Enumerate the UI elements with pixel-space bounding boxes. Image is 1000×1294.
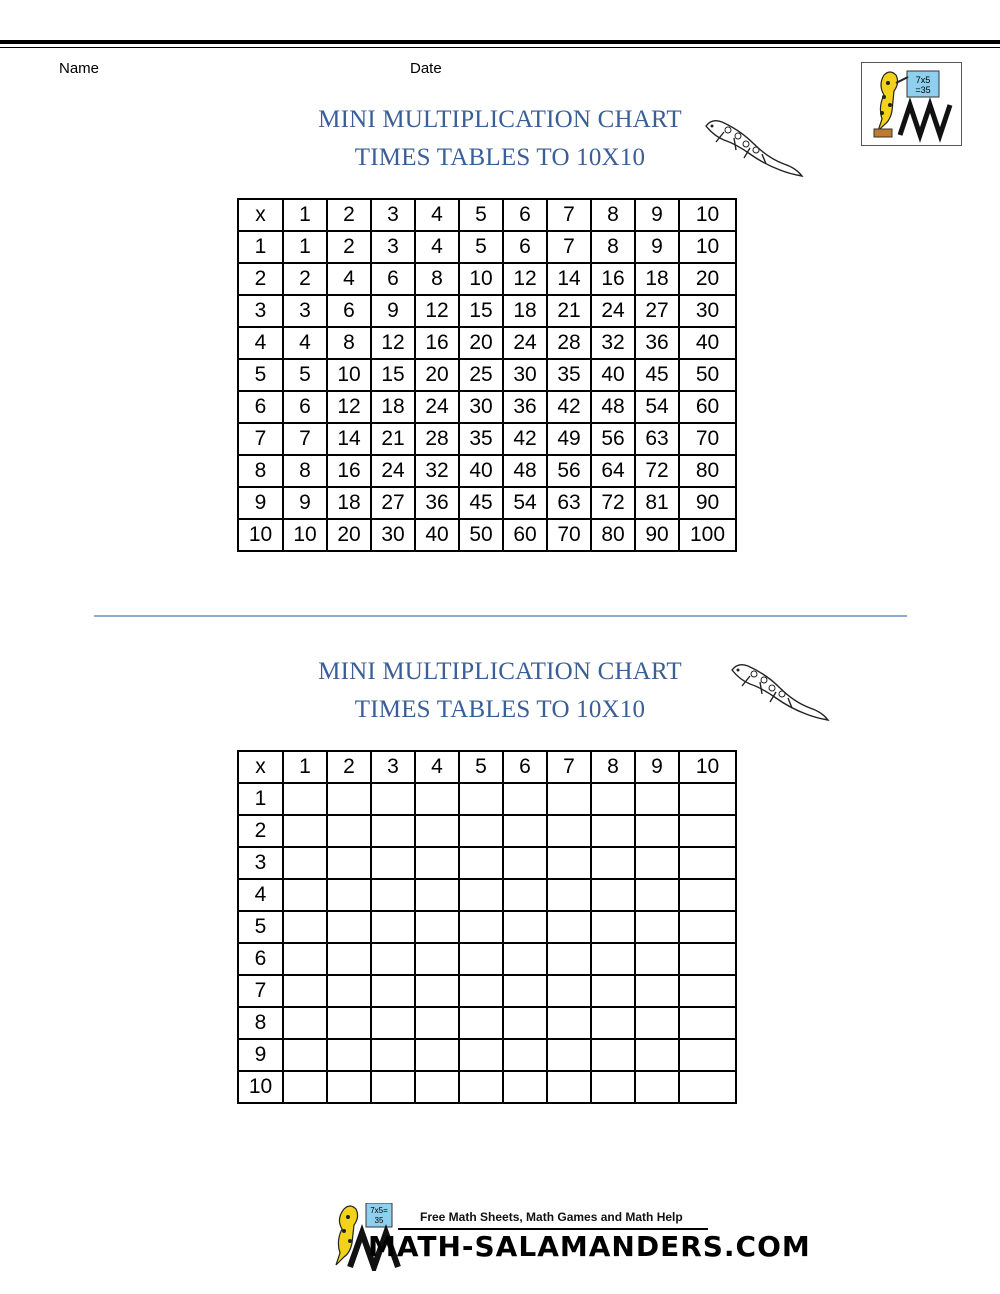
- blank-answer-cell[interactable]: [415, 783, 459, 815]
- blank-answer-cell[interactable]: [371, 815, 415, 847]
- blank-answer-cell[interactable]: [591, 783, 635, 815]
- product-cell: 2: [283, 263, 327, 295]
- blank-answer-cell[interactable]: [503, 815, 547, 847]
- blank-answer-cell[interactable]: [459, 847, 503, 879]
- product-cell: 36: [415, 487, 459, 519]
- salamander-icon: [700, 114, 806, 184]
- product-cell: 6: [503, 231, 547, 263]
- blank-answer-cell[interactable]: [327, 847, 371, 879]
- col-header: 7: [547, 751, 591, 783]
- chart2-title-line2: TIMES TABLES TO 10X10: [354, 696, 646, 723]
- product-cell: 54: [503, 487, 547, 519]
- product-cell: 30: [459, 391, 503, 423]
- blank-answer-cell[interactable]: [283, 815, 327, 847]
- blank-answer-cell[interactable]: [635, 879, 679, 911]
- col-header: 5: [459, 751, 503, 783]
- product-cell: 70: [547, 519, 591, 551]
- table-row: [238, 975, 736, 1007]
- product-cell: 30: [503, 359, 547, 391]
- product-cell: 35: [547, 359, 591, 391]
- product-cell: 5: [283, 359, 327, 391]
- product-cell: 12: [503, 263, 547, 295]
- blank-answer-cell[interactable]: [459, 1007, 503, 1039]
- product-cell: 60: [503, 519, 547, 551]
- product-cell: 90: [635, 519, 679, 551]
- product-cell: 32: [415, 455, 459, 487]
- table-row: [238, 911, 736, 943]
- blank-answer-cell[interactable]: [503, 1071, 547, 1103]
- product-cell: 64: [591, 455, 635, 487]
- blank-answer-cell[interactable]: [591, 879, 635, 911]
- blank-answer-cell[interactable]: [327, 975, 371, 1007]
- row-header: 3: [238, 295, 283, 327]
- blank-answer-cell[interactable]: [591, 975, 635, 1007]
- product-cell: 36: [635, 327, 679, 359]
- product-cell: 72: [635, 455, 679, 487]
- blank-answer-cell[interactable]: [591, 943, 635, 975]
- col-header: 2: [327, 751, 371, 783]
- col-header: 4: [415, 199, 459, 231]
- corner-cell: x: [238, 751, 283, 783]
- blank-answer-cell[interactable]: [371, 911, 415, 943]
- col-header: 9: [635, 199, 679, 231]
- product-cell: 70: [679, 423, 736, 455]
- product-cell: 24: [503, 327, 547, 359]
- blank-answer-cell[interactable]: [283, 975, 327, 1007]
- blank-answer-cell[interactable]: [415, 1007, 459, 1039]
- blank-answer-cell[interactable]: [547, 943, 591, 975]
- blank-answer-cell[interactable]: [635, 783, 679, 815]
- product-cell: 45: [635, 359, 679, 391]
- product-cell: 6: [327, 295, 371, 327]
- blank-answer-cell[interactable]: [415, 943, 459, 975]
- blank-answer-cell[interactable]: [635, 1071, 679, 1103]
- product-cell: 40: [679, 327, 736, 359]
- row-header: 7: [238, 975, 283, 1007]
- product-cell: 30: [679, 295, 736, 327]
- table-row: [238, 263, 736, 295]
- blank-answer-cell[interactable]: [283, 943, 327, 975]
- product-cell: 9: [283, 487, 327, 519]
- product-cell: 27: [371, 487, 415, 519]
- blank-answer-cell[interactable]: [547, 815, 591, 847]
- col-header: 3: [371, 751, 415, 783]
- chart2-table: [237, 750, 737, 1104]
- product-cell: 4: [327, 263, 371, 295]
- product-cell: 42: [547, 391, 591, 423]
- blank-answer-cell[interactable]: [327, 815, 371, 847]
- product-cell: 20: [459, 327, 503, 359]
- blank-answer-cell[interactable]: [635, 1039, 679, 1071]
- blank-answer-cell[interactable]: [547, 1039, 591, 1071]
- row-header: 8: [238, 455, 283, 487]
- blank-answer-cell[interactable]: [679, 943, 736, 975]
- salamander-icon: [726, 658, 832, 728]
- footer-tagline: Free Math Sheets, Math Games and Math Help: [420, 1210, 683, 1224]
- blank-answer-cell[interactable]: [371, 943, 415, 975]
- col-header: 4: [415, 751, 459, 783]
- row-header: 4: [238, 879, 283, 911]
- product-cell: 28: [547, 327, 591, 359]
- blank-answer-cell[interactable]: [415, 975, 459, 1007]
- product-cell: 50: [459, 519, 503, 551]
- product-cell: 8: [591, 231, 635, 263]
- chart1-header-row: [238, 199, 736, 231]
- blank-answer-cell[interactable]: [503, 847, 547, 879]
- blank-answer-cell[interactable]: [327, 911, 371, 943]
- product-cell: 12: [327, 391, 371, 423]
- product-cell: 3: [283, 295, 327, 327]
- product-cell: 25: [459, 359, 503, 391]
- product-cell: 10: [679, 231, 736, 263]
- table-row: [238, 1007, 736, 1039]
- blank-answer-cell[interactable]: [459, 783, 503, 815]
- chart2-title-line1: MINI MULTIPLICATION CHART: [318, 658, 682, 685]
- blank-answer-cell[interactable]: [635, 1007, 679, 1039]
- blank-answer-cell[interactable]: [283, 783, 327, 815]
- product-cell: 24: [371, 455, 415, 487]
- row-header: 6: [238, 943, 283, 975]
- blank-answer-cell[interactable]: [635, 911, 679, 943]
- footer-site-link[interactable]: MATH-SALAMANDERS.COM: [368, 1230, 811, 1263]
- blank-answer-cell[interactable]: [371, 783, 415, 815]
- top-rule-thick: [0, 40, 1000, 44]
- chart1-title-line1: MINI MULTIPLICATION CHART: [318, 106, 682, 133]
- product-cell: 81: [635, 487, 679, 519]
- table-row: [238, 879, 736, 911]
- svg-text:=35: =35: [915, 85, 931, 95]
- blank-answer-cell[interactable]: [283, 911, 327, 943]
- row-header: 10: [238, 519, 283, 551]
- table-row: [238, 783, 736, 815]
- blank-answer-cell[interactable]: [679, 975, 736, 1007]
- chart1-title-line2: TIMES TABLES TO 10X10: [354, 144, 646, 171]
- table-row: [238, 1071, 736, 1103]
- table-row: [238, 327, 736, 359]
- product-cell: 9: [635, 231, 679, 263]
- row-header: 5: [238, 359, 283, 391]
- blank-answer-cell[interactable]: [503, 1039, 547, 1071]
- product-cell: 56: [547, 455, 591, 487]
- product-cell: 20: [327, 519, 371, 551]
- row-header: 3: [238, 847, 283, 879]
- col-header: 8: [591, 751, 635, 783]
- blank-answer-cell[interactable]: [415, 1039, 459, 1071]
- product-cell: 7: [547, 231, 591, 263]
- blank-answer-cell[interactable]: [679, 879, 736, 911]
- blank-answer-cell[interactable]: [503, 1007, 547, 1039]
- product-cell: 15: [371, 359, 415, 391]
- salamander-teacher-logo-icon: [861, 62, 962, 146]
- blank-answer-cell[interactable]: [327, 879, 371, 911]
- row-header: 8: [238, 1007, 283, 1039]
- blank-answer-cell[interactable]: [283, 1007, 327, 1039]
- col-header: 6: [503, 751, 547, 783]
- blank-answer-cell[interactable]: [679, 847, 736, 879]
- table-row: [238, 359, 736, 391]
- product-cell: 40: [459, 455, 503, 487]
- blank-answer-cell[interactable]: [459, 879, 503, 911]
- product-cell: 10: [459, 263, 503, 295]
- product-cell: 80: [679, 455, 736, 487]
- product-cell: 15: [459, 295, 503, 327]
- product-cell: 8: [415, 263, 459, 295]
- blank-answer-cell[interactable]: [503, 911, 547, 943]
- product-cell: 90: [679, 487, 736, 519]
- blank-answer-cell[interactable]: [679, 815, 736, 847]
- row-header: 4: [238, 327, 283, 359]
- product-cell: 16: [591, 263, 635, 295]
- blank-answer-cell[interactable]: [459, 1071, 503, 1103]
- svg-text:35: 35: [374, 1216, 384, 1225]
- blank-answer-cell[interactable]: [591, 847, 635, 879]
- product-cell: 24: [591, 295, 635, 327]
- product-cell: 28: [415, 423, 459, 455]
- product-cell: 48: [591, 391, 635, 423]
- blank-answer-cell[interactable]: [371, 879, 415, 911]
- blank-answer-cell[interactable]: [327, 1071, 371, 1103]
- blank-answer-cell[interactable]: [635, 975, 679, 1007]
- product-cell: 4: [283, 327, 327, 359]
- blank-answer-cell[interactable]: [591, 911, 635, 943]
- col-header: 8: [591, 199, 635, 231]
- svg-text:7x5: 7x5: [915, 75, 931, 85]
- blank-answer-cell[interactable]: [415, 911, 459, 943]
- col-header: 7: [547, 199, 591, 231]
- blank-answer-cell[interactable]: [503, 943, 547, 975]
- product-cell: 20: [415, 359, 459, 391]
- product-cell: 10: [327, 359, 371, 391]
- blank-answer-cell[interactable]: [591, 1071, 635, 1103]
- blank-answer-cell[interactable]: [371, 1039, 415, 1071]
- col-header: 10: [679, 751, 736, 783]
- table-row: [238, 487, 736, 519]
- product-cell: 14: [547, 263, 591, 295]
- product-cell: 3: [371, 231, 415, 263]
- product-cell: 18: [635, 263, 679, 295]
- product-cell: 42: [503, 423, 547, 455]
- blank-answer-cell[interactable]: [459, 815, 503, 847]
- product-cell: 20: [679, 263, 736, 295]
- table-row: [238, 391, 736, 423]
- blank-answer-cell[interactable]: [591, 1007, 635, 1039]
- blank-answer-cell[interactable]: [459, 1039, 503, 1071]
- product-cell: 6: [283, 391, 327, 423]
- product-cell: 2: [327, 231, 371, 263]
- product-cell: 49: [547, 423, 591, 455]
- blank-answer-cell[interactable]: [371, 1007, 415, 1039]
- blank-answer-cell[interactable]: [327, 783, 371, 815]
- table-row: [238, 847, 736, 879]
- product-cell: 21: [547, 295, 591, 327]
- col-header: 1: [283, 751, 327, 783]
- table-row: [238, 423, 736, 455]
- product-cell: 27: [635, 295, 679, 327]
- col-header: 9: [635, 751, 679, 783]
- top-rule-thin: [0, 47, 1000, 48]
- table-row: [238, 1039, 736, 1071]
- row-header: 1: [238, 231, 283, 263]
- row-header: 9: [238, 487, 283, 519]
- product-cell: 18: [503, 295, 547, 327]
- product-cell: 48: [503, 455, 547, 487]
- product-cell: 18: [371, 391, 415, 423]
- blank-answer-cell[interactable]: [415, 879, 459, 911]
- blank-answer-cell[interactable]: [547, 1007, 591, 1039]
- blank-answer-cell[interactable]: [679, 1007, 736, 1039]
- row-header: 9: [238, 1039, 283, 1071]
- product-cell: 50: [679, 359, 736, 391]
- row-header: 5: [238, 911, 283, 943]
- product-cell: 40: [415, 519, 459, 551]
- product-cell: 5: [459, 231, 503, 263]
- blank-answer-cell[interactable]: [327, 1007, 371, 1039]
- blank-answer-cell[interactable]: [503, 879, 547, 911]
- product-cell: 12: [415, 295, 459, 327]
- blank-answer-cell[interactable]: [283, 879, 327, 911]
- col-header: 10: [679, 199, 736, 231]
- name-label: Name: [59, 60, 100, 77]
- row-header: 7: [238, 423, 283, 455]
- product-cell: 4: [415, 231, 459, 263]
- table-row: [238, 943, 736, 975]
- product-cell: 12: [371, 327, 415, 359]
- blank-answer-cell[interactable]: [679, 1071, 736, 1103]
- product-cell: 18: [327, 487, 371, 519]
- product-cell: 10: [283, 519, 327, 551]
- product-cell: 16: [415, 327, 459, 359]
- product-cell: 30: [371, 519, 415, 551]
- table-row: [238, 231, 736, 263]
- blank-answer-cell[interactable]: [635, 815, 679, 847]
- blank-answer-cell[interactable]: [547, 1071, 591, 1103]
- row-header: 2: [238, 263, 283, 295]
- chart1-table: [237, 198, 737, 552]
- col-header: 1: [283, 199, 327, 231]
- blank-answer-cell[interactable]: [415, 847, 459, 879]
- blank-answer-cell[interactable]: [327, 1039, 371, 1071]
- blank-answer-cell[interactable]: [503, 783, 547, 815]
- chart2-header-row: [238, 751, 736, 783]
- product-cell: 14: [327, 423, 371, 455]
- blank-answer-cell[interactable]: [371, 975, 415, 1007]
- row-header: 1: [238, 783, 283, 815]
- blank-answer-cell[interactable]: [283, 1039, 327, 1071]
- blank-answer-cell[interactable]: [503, 975, 547, 1007]
- product-cell: 8: [327, 327, 371, 359]
- product-cell: 63: [635, 423, 679, 455]
- blank-answer-cell[interactable]: [547, 783, 591, 815]
- product-cell: 56: [591, 423, 635, 455]
- product-cell: 80: [591, 519, 635, 551]
- product-cell: 7: [283, 423, 327, 455]
- product-cell: 16: [327, 455, 371, 487]
- table-row: [238, 295, 736, 327]
- product-cell: 6: [371, 263, 415, 295]
- blank-answer-cell[interactable]: [635, 943, 679, 975]
- row-header: 2: [238, 815, 283, 847]
- product-cell: 8: [283, 455, 327, 487]
- table-row: [238, 455, 736, 487]
- product-cell: 100: [679, 519, 736, 551]
- blank-answer-cell[interactable]: [635, 847, 679, 879]
- blank-answer-cell[interactable]: [591, 1039, 635, 1071]
- blank-answer-cell[interactable]: [327, 943, 371, 975]
- blank-answer-cell[interactable]: [547, 911, 591, 943]
- blank-answer-cell[interactable]: [415, 1071, 459, 1103]
- blank-answer-cell[interactable]: [283, 1071, 327, 1103]
- product-cell: 35: [459, 423, 503, 455]
- blank-answer-cell[interactable]: [591, 815, 635, 847]
- blank-answer-cell[interactable]: [679, 911, 736, 943]
- blank-answer-cell[interactable]: [459, 975, 503, 1007]
- date-label: Date: [410, 60, 442, 77]
- table-row: [238, 519, 736, 551]
- product-cell: 24: [415, 391, 459, 423]
- svg-text:7x5=: 7x5=: [370, 1206, 388, 1215]
- corner-cell: x: [238, 199, 283, 231]
- product-cell: 40: [591, 359, 635, 391]
- product-cell: 1: [283, 231, 327, 263]
- row-header: 10: [238, 1071, 283, 1103]
- blank-answer-cell[interactable]: [547, 879, 591, 911]
- blank-answer-cell[interactable]: [371, 1071, 415, 1103]
- blank-answer-cell[interactable]: [459, 911, 503, 943]
- product-cell: 45: [459, 487, 503, 519]
- blank-answer-cell[interactable]: [371, 847, 415, 879]
- blank-answer-cell[interactable]: [547, 975, 591, 1007]
- table-row: [238, 815, 736, 847]
- blank-answer-cell[interactable]: [283, 847, 327, 879]
- blank-answer-cell[interactable]: [679, 1039, 736, 1071]
- product-cell: 54: [635, 391, 679, 423]
- blank-answer-cell[interactable]: [459, 943, 503, 975]
- col-header: 6: [503, 199, 547, 231]
- col-header: 2: [327, 199, 371, 231]
- product-cell: 63: [547, 487, 591, 519]
- product-cell: 72: [591, 487, 635, 519]
- product-cell: 60: [679, 391, 736, 423]
- col-header: 3: [371, 199, 415, 231]
- row-header: 6: [238, 391, 283, 423]
- blank-answer-cell[interactable]: [679, 783, 736, 815]
- section-divider: [94, 615, 907, 617]
- product-cell: 9: [371, 295, 415, 327]
- product-cell: 32: [591, 327, 635, 359]
- blank-answer-cell[interactable]: [415, 815, 459, 847]
- blank-answer-cell[interactable]: [547, 847, 591, 879]
- product-cell: 21: [371, 423, 415, 455]
- col-header: 5: [459, 199, 503, 231]
- product-cell: 36: [503, 391, 547, 423]
